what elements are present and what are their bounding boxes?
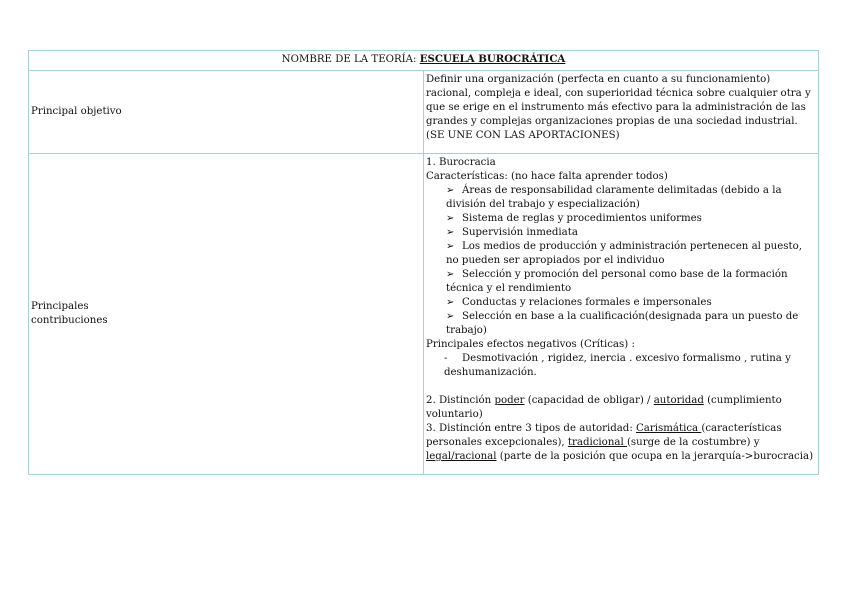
contributions-content bbox=[424, 154, 819, 475]
list-item bbox=[426, 226, 816, 240]
term-legal-racional: legal/racional bbox=[426, 451, 497, 462]
list-item-text: Selección y promoción del personal como base de la formación técnica y el rendimiento bbox=[446, 269, 788, 294]
section1-title: 1. Burocracia bbox=[426, 157, 496, 168]
arrow-icon: ➢ bbox=[446, 185, 455, 196]
objective-text: Definir una organización (perfecta en cuanto a su funcionamiento) racional, compleja e ideal, con superioridad técnica sobre cualquier otra y que se erige en el instrumento más efectivo para la administración de las grandes y complejas organizaciones propias de una sociedad industrial. (SE UNE CON LAS APORTACIONES) bbox=[424, 71, 819, 154]
contributions-label-line1: Principales bbox=[31, 301, 89, 312]
arrow-icon: ➢ bbox=[446, 227, 455, 238]
section2 bbox=[426, 394, 816, 422]
list-item bbox=[426, 352, 816, 380]
table-title bbox=[29, 51, 819, 71]
section2-prefix: 2. Distinción bbox=[426, 395, 495, 406]
contributions-label bbox=[29, 154, 424, 475]
list-item bbox=[426, 240, 816, 268]
list-item-text: Supervisión inmediata bbox=[462, 227, 578, 238]
contributions-label-line2: contribuciones bbox=[31, 315, 108, 326]
objective-label: Principal objetivo bbox=[29, 71, 424, 154]
list-item-text: Áreas de responsabilidad claramente delimitadas (debido a la división del trabajo y especialización) bbox=[446, 185, 782, 210]
theory-table bbox=[28, 50, 819, 475]
contributions-row bbox=[29, 154, 819, 475]
negative-effects-list bbox=[426, 352, 816, 380]
section3 bbox=[426, 422, 816, 464]
characteristics-label: Características: (no hace falta aprender todos) bbox=[426, 171, 668, 182]
term-autoridad: autoridad bbox=[653, 395, 704, 406]
list-item bbox=[426, 310, 816, 338]
arrow-icon: ➢ bbox=[446, 311, 455, 322]
title-row bbox=[29, 51, 819, 71]
spacer bbox=[426, 380, 816, 394]
objective-row bbox=[29, 71, 819, 154]
arrow-icon: ➢ bbox=[446, 213, 455, 224]
list-item-text: Selección en base a la cualificación(designada para un puesto de trabajo) bbox=[446, 311, 799, 336]
list-item bbox=[426, 296, 816, 310]
list-item-text: Conductas y relaciones formales e impersonales bbox=[462, 297, 712, 308]
term-carismatica: Carismática bbox=[636, 423, 702, 434]
term-poder: poder bbox=[494, 395, 525, 406]
term-tradicional: tradicional bbox=[567, 437, 627, 448]
tradicional-desc: (surge de la costumbre) y bbox=[626, 437, 760, 448]
dash-icon: - bbox=[444, 353, 448, 364]
section3-prefix: 3. Distinción entre 3 tipos de autoridad: bbox=[426, 423, 637, 434]
list-item bbox=[426, 268, 816, 296]
title-prefix: NOMBRE DE LA TEORÍA: bbox=[281, 54, 420, 65]
negative-effects-label: Principales efectos negativos (Críticas) : bbox=[426, 339, 635, 350]
list-item-text: Los medios de producción y administración pertenecen al puesto, no pueden ser apropiados por el individuo bbox=[446, 241, 802, 266]
section2-suffix: (cumplimiento voluntario) bbox=[426, 395, 782, 420]
theory-name: ESCUELA BUROCRÁTICA bbox=[419, 53, 566, 65]
legal-desc: (parte de la posición que ocupa en la jerarquía->burocracia) bbox=[496, 451, 814, 462]
arrow-icon: ➢ bbox=[446, 241, 455, 252]
list-item-text: Sistema de reglas y procedimientos uniformes bbox=[462, 213, 702, 224]
arrow-icon: ➢ bbox=[446, 297, 455, 308]
carismatica-desc: (características personales excepcionales), bbox=[426, 423, 782, 448]
list-item-text: Desmotivación , rigidez, inercia . excesivo formalismo , rutina y deshumanización. bbox=[444, 353, 791, 378]
list-item bbox=[426, 184, 816, 212]
characteristics-list bbox=[426, 184, 816, 338]
section2-mid: (capacidad de obligar) / bbox=[524, 395, 654, 406]
arrow-icon: ➢ bbox=[446, 269, 455, 280]
list-item bbox=[426, 212, 816, 226]
